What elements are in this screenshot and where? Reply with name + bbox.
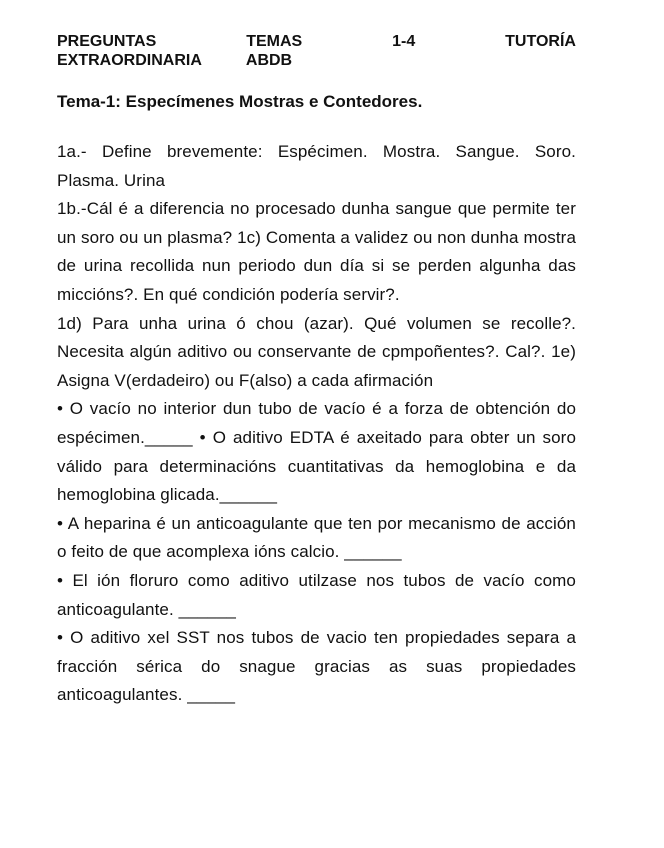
header-word: 1-4 xyxy=(392,33,416,50)
document-header xyxy=(57,32,576,70)
header-word: ABDB xyxy=(245,52,293,69)
header-word: TUTORÍA xyxy=(505,33,576,50)
header-word: EXTRAORDINARIA xyxy=(57,52,202,69)
question-1d-1e: 1d) Para unha urina ó chou (azar). Qué volumen se recolle?. Necesita algún aditivo ou conservante de cpmpoñentes?. Cal?. 1e) Asigna V(erdadeiro) ou F(also) a cada afirmación xyxy=(57,313,576,390)
question-1a: 1a.- Define brevemente: Espécimen. Mostra. Sangue. Soro. Plasma. Urina xyxy=(57,142,576,190)
statement-sst-gel: • O aditivo xel SST nos tubos de vacio ten propiedades separa a fracción sérica do snague gracias as suas propiedades anticoagulantes. _____ xyxy=(57,628,576,705)
header-line-2 xyxy=(57,51,576,70)
header-word: PREGUNTAS xyxy=(57,33,157,50)
statement-vacuum-edta: • O vacío no interior dun tubo de vacío é a forza de obtención do espécimen._____ • O aditivo EDTA é axeitado para obter un soro válido para determinacións cuantitativas da hemoglobina e da hemoglobina glicada.______ xyxy=(57,399,576,505)
statement-fluoride: • El ión floruro como aditivo utilzase nos tubos de vacío como anticoagulante. ______ xyxy=(57,570,576,619)
section-title: Tema-1: Especímenes Mostras e Contedores. xyxy=(57,92,423,111)
statement-heparin: • A heparina é un anticoagulante que ten por mecanismo de acción o feito de que acomplexa ións calcio. ______ xyxy=(57,513,576,562)
header-word: TEMAS xyxy=(246,33,303,50)
header-line-1 xyxy=(57,32,576,51)
document-page xyxy=(57,32,576,710)
question-1b-1c: 1b.-Cál é a diferencia no procesado dunha sangue que permite ter un soro ou un plasma? 1c) Comenta a validez ou non dunha mostra de urina recollida nun periodo dun día si se perden algunha das miccións?. En qué condición podería servir?. xyxy=(57,199,576,304)
